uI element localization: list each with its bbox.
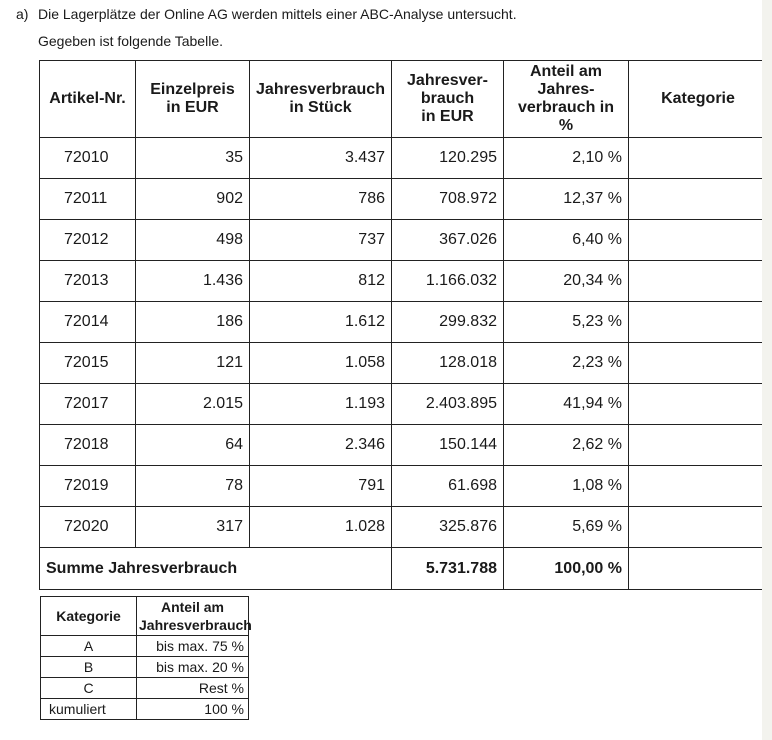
task-line-1 xyxy=(16,6,517,22)
stueck-cell: 737 xyxy=(250,220,392,261)
artikel-cell: 72020 xyxy=(40,507,136,548)
header-artikel: Artikel-Nr. xyxy=(40,61,136,138)
stueck-cell: 812 xyxy=(250,261,392,302)
legend-row xyxy=(41,678,249,699)
anteil-cell: 41,94 % xyxy=(504,384,629,425)
anteil-cell: 6,40 % xyxy=(504,220,629,261)
legend-header-anteil: Anteil am Jahresverbrauch xyxy=(137,597,249,636)
anteil-cell: 1,08 % xyxy=(504,466,629,507)
page-edge xyxy=(762,0,772,740)
kategorie-cell[interactable] xyxy=(629,507,768,548)
stueck-cell: 1.028 xyxy=(250,507,392,548)
eur-cell: 708.972 xyxy=(392,179,504,220)
artikel-cell: 72010 xyxy=(40,138,136,179)
eur-cell: 325.876 xyxy=(392,507,504,548)
anteil-cell: 5,23 % xyxy=(504,302,629,343)
eur-cell: 128.018 xyxy=(392,343,504,384)
anteil-cell: 20,34 % xyxy=(504,261,629,302)
legend-anteil: Rest % xyxy=(137,678,249,699)
table-row xyxy=(40,220,768,261)
table-row xyxy=(40,466,768,507)
kategorie-cell[interactable] xyxy=(629,179,768,220)
table-row xyxy=(40,384,768,425)
legend-row xyxy=(41,636,249,657)
preis-cell: 64 xyxy=(136,425,250,466)
table-row xyxy=(40,425,768,466)
table-row xyxy=(40,302,768,343)
artikel-cell: 72013 xyxy=(40,261,136,302)
table-row xyxy=(40,138,768,179)
eur-cell: 120.295 xyxy=(392,138,504,179)
artikel-cell: 72014 xyxy=(40,302,136,343)
legend-row xyxy=(41,657,249,678)
artikel-cell: 72012 xyxy=(40,220,136,261)
anteil-cell: 12,37 % xyxy=(504,179,629,220)
category-legend-table xyxy=(40,596,252,720)
preis-cell: 317 xyxy=(136,507,250,548)
sum-kategorie[interactable] xyxy=(629,548,768,590)
legend-kategorie: C xyxy=(41,678,137,699)
anteil-cell: 2,23 % xyxy=(504,343,629,384)
header-kategorie: Kategorie xyxy=(629,61,768,138)
header-einzelpreis: Einzelpreis in EUR xyxy=(136,61,250,138)
stueck-cell: 3.437 xyxy=(250,138,392,179)
preis-cell: 35 xyxy=(136,138,250,179)
legend-anteil: bis max. 20 % xyxy=(137,657,249,678)
stueck-cell: 786 xyxy=(250,179,392,220)
abc-table xyxy=(39,60,768,590)
preis-cell: 498 xyxy=(136,220,250,261)
sum-eur: 5.731.788 xyxy=(392,548,504,590)
legend-header-row xyxy=(41,597,249,636)
stueck-cell: 1.612 xyxy=(250,302,392,343)
kategorie-cell[interactable] xyxy=(629,138,768,179)
sum-label: Summe Jahresverbrauch xyxy=(40,548,392,590)
sum-row xyxy=(40,548,768,590)
sum-anteil: 100,00 % xyxy=(504,548,629,590)
table-row xyxy=(40,507,768,548)
preis-cell: 186 xyxy=(136,302,250,343)
legend-cumulative-label: kumuliert xyxy=(41,699,137,720)
eur-cell: 299.832 xyxy=(392,302,504,343)
artikel-cell: 72018 xyxy=(40,425,136,466)
task-line-2: Gegeben ist folgende Tabelle. xyxy=(38,33,223,49)
preis-cell: 121 xyxy=(136,343,250,384)
legend-cumulative-row xyxy=(41,699,249,720)
kategorie-cell[interactable] xyxy=(629,261,768,302)
anteil-cell: 2,10 % xyxy=(504,138,629,179)
legend-kategorie: B xyxy=(41,657,137,678)
kategorie-cell[interactable] xyxy=(629,343,768,384)
kategorie-cell[interactable] xyxy=(629,302,768,343)
table-row xyxy=(40,343,768,384)
artikel-cell: 72017 xyxy=(40,384,136,425)
legend-anteil: bis max. 75 % xyxy=(137,636,249,657)
eur-cell: 61.698 xyxy=(392,466,504,507)
preis-cell: 1.436 xyxy=(136,261,250,302)
task-text: Die Lagerplätze der Online AG werden mittels einer ABC-Analyse untersucht. xyxy=(38,6,517,22)
eur-cell: 367.026 xyxy=(392,220,504,261)
kategorie-cell[interactable] xyxy=(629,220,768,261)
preis-cell: 2.015 xyxy=(136,384,250,425)
artikel-cell: 72015 xyxy=(40,343,136,384)
eur-cell: 150.144 xyxy=(392,425,504,466)
stueck-cell: 791 xyxy=(250,466,392,507)
eur-cell: 1.166.032 xyxy=(392,261,504,302)
kategorie-cell[interactable] xyxy=(629,466,768,507)
eur-cell: 2.403.895 xyxy=(392,384,504,425)
stueck-cell: 2.346 xyxy=(250,425,392,466)
task-marker: a) xyxy=(16,6,29,22)
anteil-cell: 2,62 % xyxy=(504,425,629,466)
preis-cell: 78 xyxy=(136,466,250,507)
artikel-cell: 72019 xyxy=(40,466,136,507)
preis-cell: 902 xyxy=(136,179,250,220)
stueck-cell: 1.193 xyxy=(250,384,392,425)
stueck-cell: 1.058 xyxy=(250,343,392,384)
table-row xyxy=(40,261,768,302)
kategorie-cell[interactable] xyxy=(629,425,768,466)
artikel-cell: 72011 xyxy=(40,179,136,220)
table-row xyxy=(40,179,768,220)
legend-header-kategorie: Kategorie xyxy=(41,597,137,636)
legend-kategorie: A xyxy=(41,636,137,657)
header-anteil: Anteil am Jahres- verbrauch in % xyxy=(504,61,629,138)
header-jahresverbrauch-stueck: Jahresverbrauch in Stück xyxy=(250,61,392,138)
kategorie-cell[interactable] xyxy=(629,384,768,425)
anteil-cell: 5,69 % xyxy=(504,507,629,548)
header-row xyxy=(40,61,768,138)
header-jahresverbrauch-eur: Jahresver- brauch in EUR xyxy=(392,61,504,138)
legend-cumulative-anteil: 100 % xyxy=(137,699,249,720)
